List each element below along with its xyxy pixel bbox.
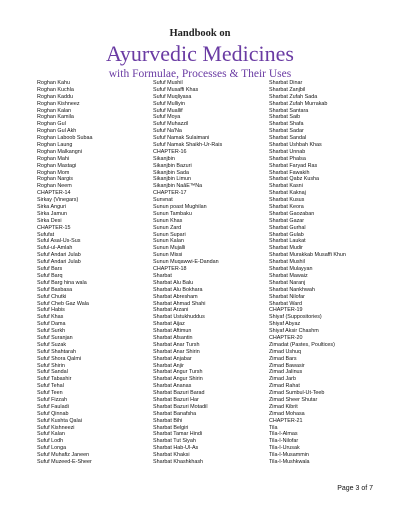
contents-entry: Sharbat Hab-Ul-As bbox=[153, 445, 199, 452]
contents-entry: Zimad Sumbul-Ut-Teeb bbox=[269, 390, 325, 397]
book-subtitle: with Formulae, Processes & Their Uses bbox=[108, 68, 292, 80]
contents-column-3 bbox=[269, 80, 381, 466]
contents-entry: Sharbat Alu Balu bbox=[153, 279, 194, 286]
contents-entry: CHAPTER-17 bbox=[153, 190, 187, 197]
contents-entry: Sufuf Basbasa bbox=[37, 286, 73, 293]
contents-column-2 bbox=[153, 80, 265, 466]
contents-entry: Zimad Kibrit bbox=[269, 403, 298, 410]
contents-entry: Suful-ul-Amlah bbox=[37, 245, 73, 252]
contents-entry: Roghan Nargis bbox=[37, 176, 73, 183]
contents-entry: Roghan Kamila bbox=[37, 114, 74, 121]
contents-entry: Sufuf Andari Julab bbox=[37, 252, 81, 259]
contents-entry: Sharbat Mulayyan bbox=[269, 266, 313, 273]
contents-entry: Sufuf Dama bbox=[37, 321, 66, 328]
contents-entry: Roghan Kishneez bbox=[37, 100, 80, 107]
contents-entry: Sharbat Nankhwah bbox=[269, 286, 315, 293]
contents-entry: Sufuf Barq bbox=[37, 272, 63, 279]
contents-entry: Sufuf Namak Shaikh-Ur-Rais bbox=[153, 142, 223, 149]
contents-entry: Sharbat Nilofar bbox=[269, 293, 305, 300]
book-title: Ayurvedic Medicines bbox=[106, 41, 294, 66]
contents-entry: Roghan Gul Akh bbox=[37, 128, 77, 135]
contents-entry: Sharbat bbox=[153, 272, 172, 279]
contents-entry: Zimad Rahat bbox=[269, 383, 300, 390]
contents-entry: Sharbat Abresham bbox=[153, 293, 198, 300]
contents-entry: Roghan Kaddu bbox=[37, 93, 73, 100]
contents-entry: Roghan Laung bbox=[37, 142, 73, 149]
contents-entry: Sharbat Saib bbox=[269, 114, 301, 121]
contents-entry: Sharbat Ward bbox=[269, 300, 303, 307]
contents-entry: Tila-I-Musammin bbox=[269, 452, 309, 459]
contents-entry: Sharbat Unnab bbox=[269, 148, 306, 155]
contents-entry: Sunun Muqawwi-E-Dandan bbox=[153, 259, 219, 266]
contents-entry: Sufuf Kalan bbox=[37, 431, 65, 438]
contents-entry: Sharbat Naranj bbox=[269, 279, 306, 286]
contents-entry: Sharbat Anjir bbox=[153, 362, 184, 369]
contents-entry: Sharbat Bihi bbox=[153, 417, 183, 424]
contents-entry: Sharbat Angur Tursh bbox=[153, 369, 203, 376]
contents-entry: Sharbat Anar Shirin bbox=[153, 348, 200, 355]
contents-entry: Zimadat (Pastes, Poultices) bbox=[269, 341, 335, 348]
contents-entry: Roghan Neem bbox=[37, 183, 72, 190]
page-number: Page 3 of 7 bbox=[337, 485, 373, 492]
contents-entry: Sharbat Mushil bbox=[269, 259, 305, 266]
contents-entry: Sufuf Sandal bbox=[37, 369, 68, 376]
contents-entry: Shiyaf Abyaz bbox=[269, 321, 301, 328]
contents-entry: Sunun Zard bbox=[153, 224, 182, 231]
contents-entry: Sufuf Surkh bbox=[37, 328, 66, 335]
contents-column-1 bbox=[37, 80, 147, 466]
contents-entry: Roghan Kuchla bbox=[37, 86, 74, 93]
contents-entry: Sharbat Bazuri Barad bbox=[153, 390, 205, 397]
contents-entry: Sunun Khas bbox=[153, 217, 183, 224]
contents-entry: Tila-I-Urusak bbox=[269, 445, 300, 452]
contents-entry: Zimad Bawasir bbox=[269, 362, 305, 369]
contents-entry: Sharbat Fawakih bbox=[269, 169, 310, 176]
contents-entry: Zimad Mohasa bbox=[269, 410, 305, 417]
contents-entry: Sirka Desi bbox=[37, 217, 62, 224]
contents-entry: Sharbat Anjabar bbox=[153, 355, 192, 362]
contents-entry: Sharbat Arzani bbox=[153, 307, 189, 314]
contents-entry: Sufuf Muqliyasa bbox=[153, 93, 192, 100]
contents-entry: Sharbat Gurhal bbox=[269, 224, 306, 231]
contents-entry: Sirkay (Vinegars) bbox=[37, 197, 79, 204]
contents-entry: Sharbat Kasni bbox=[269, 183, 303, 190]
contents-entry: CHAPTER-20 bbox=[269, 334, 303, 341]
contents-entry: Sufuf Kishneezi bbox=[37, 424, 75, 431]
contents-entry: Sharbat Murakkab Musaffi Khun bbox=[269, 252, 346, 259]
page-header bbox=[0, 28, 400, 81]
contents-entry: Sunvnat bbox=[153, 197, 173, 204]
contents-entry: Sunun Mujalli bbox=[153, 245, 186, 252]
contents-entry: CHAPTER-21 bbox=[269, 417, 303, 424]
contents-entry: CHAPTER-19 bbox=[269, 307, 303, 314]
contents-entry: Sufuf Muzeed-E-Sheer bbox=[37, 458, 92, 465]
contents-entry: Suful Asal-Us-Sus bbox=[37, 238, 81, 245]
contents-entry: Roghan Kalan bbox=[37, 107, 72, 114]
contents-entry: Sharbat Aftimun bbox=[153, 328, 192, 335]
contents-entry: Sikanjbin Limun bbox=[153, 176, 192, 183]
contents-entry: Sharbat Ahmad Shahi bbox=[153, 300, 206, 307]
contents-entry: Sufuf Khas bbox=[37, 314, 64, 321]
contents-entry: Sufuf Tehal bbox=[37, 383, 64, 390]
contents-entry: Sharbat Kaknaj bbox=[269, 190, 306, 197]
contents-entry: Sufuf Suranjan bbox=[37, 334, 73, 341]
contents-entry: Sufuf Barg hina wala bbox=[37, 279, 87, 286]
contents-entry: Sufuf Lodh bbox=[37, 438, 64, 445]
contents-entry: Sharbat Aijaz bbox=[153, 321, 185, 328]
contents-entry: Sharbat Khashkhash bbox=[153, 458, 204, 465]
contents-entry: Sufuf Bars bbox=[37, 266, 63, 273]
contents-entry: Sikanjbin Sada bbox=[153, 169, 189, 176]
contents-entry: Sharbat Mudir bbox=[269, 245, 303, 252]
contents-entry: Sufuf Qinnab bbox=[37, 410, 69, 417]
book-kicker: Handbook on bbox=[169, 28, 231, 39]
contents-entry: Sharbat Sadar bbox=[269, 128, 304, 135]
contents-entry: Sharbat Mawaiz bbox=[269, 272, 308, 279]
contents-entry: Sufuf Kushta Qalai bbox=[37, 417, 82, 424]
contents-entry: Tila bbox=[269, 424, 278, 431]
contents-entry: Sharbat Belgiri bbox=[153, 424, 189, 431]
contents-entry: CHAPTER-15 bbox=[37, 224, 71, 231]
contents-entry: Sharbat Qabz Kusha bbox=[269, 176, 320, 183]
contents-entry: Sunun poast Mughilan bbox=[153, 204, 207, 211]
contents-entry: Sufufat bbox=[37, 231, 55, 238]
contents-entry: Sharbat Afsantin bbox=[153, 334, 193, 341]
contents-entry: Roghan Mom bbox=[37, 169, 70, 176]
contents-entry: Shiyaf Aksir Chashm bbox=[269, 328, 319, 335]
contents-entry: Sunun Supari bbox=[153, 231, 186, 238]
contents-entry: Sharbat Santara bbox=[269, 107, 309, 114]
contents-entry: CHAPTER-16 bbox=[153, 148, 187, 155]
contents-entry: Sunun Missi bbox=[153, 252, 183, 259]
contents-entry: Roghan Laboob Subaa bbox=[37, 135, 93, 142]
contents-entry: Sufuf Chutki bbox=[37, 293, 67, 300]
contents-entry: Sufuf Suzak bbox=[37, 341, 67, 348]
contents-entry: Sufuf Habis bbox=[37, 307, 65, 314]
contents-entry: Sufuf Mushil bbox=[153, 80, 183, 86]
contents-entry: Sufuf Muhafiz Janeen bbox=[37, 452, 90, 459]
contents-entry: Sufuf Andari Julab bbox=[37, 259, 81, 266]
contents-entry: Sharbat Sandal bbox=[269, 135, 307, 142]
contents-entry: Zimad Jarb bbox=[269, 376, 296, 383]
contents-entry: Sharbat Ananas bbox=[153, 383, 192, 390]
contents-entry: Sirka Jamun bbox=[37, 210, 67, 217]
contents-entry: Zimad Sheer Shutar bbox=[269, 396, 318, 403]
contents-entry: Sharbat Gulab bbox=[269, 231, 304, 238]
contents-entry: Sharbat Zufah Sada bbox=[269, 93, 318, 100]
contents-entry: Tila-I-Mushkwala bbox=[269, 458, 310, 465]
contents-entry: Sunun Kalan bbox=[153, 238, 184, 245]
contents-entry: Sikanjbin NaâE™Na bbox=[153, 183, 203, 190]
contents-entry: Sufuf Shora Qalmi bbox=[37, 355, 82, 362]
contents-entry: Zimad Jalinus bbox=[269, 369, 303, 376]
contents-entry: Sufuf Shahtarah bbox=[37, 348, 76, 355]
contents-entry: Sufuf Teen bbox=[37, 390, 63, 397]
contents-entry: Sufuf Fizzah bbox=[37, 396, 67, 403]
contents-entry: Sufuf Musaffi Khas bbox=[153, 86, 199, 93]
contents-entry: Sikanjbin Bazuri bbox=[153, 162, 192, 169]
contents-entry: Sharbat Shafa bbox=[269, 121, 304, 128]
contents-entry: Tila-I-Almas bbox=[269, 431, 298, 438]
contents-entry: Sharbat Bazuri Motadil bbox=[153, 403, 208, 410]
contents-entry: Sharbat Zanjbil bbox=[269, 86, 306, 93]
contents-entry: Sharbat Phalsa bbox=[269, 155, 306, 162]
contents-entry: Sharbat Zufah Murrakab bbox=[269, 100, 328, 107]
contents-entry: CHAPTER-18 bbox=[153, 266, 187, 273]
contents-entry: Sharbat Angur Shirin bbox=[153, 376, 203, 383]
contents-entry: Sharbat Khaksi bbox=[153, 452, 190, 459]
contents-entry: Roghan Mastagi bbox=[37, 162, 77, 169]
contents-entry: Sharbat Faryad Ras bbox=[269, 162, 318, 169]
contents-entry: Sufuf Longa bbox=[37, 445, 67, 452]
contents-entry: Sufuf Na'Na bbox=[153, 128, 182, 135]
contents-entry: Sharbat Alu Bokhara bbox=[153, 286, 203, 293]
contents-entry: Sufuf Moya bbox=[153, 114, 181, 121]
contents-entry: Sharbat Gazar bbox=[269, 217, 305, 224]
contents-entry: Sharbat Tamar Hindi bbox=[153, 431, 203, 438]
contents-entry: Roghan Kahu bbox=[37, 80, 70, 86]
contents-entry: Sufuf Shirin bbox=[37, 362, 65, 369]
contents-entry: Zimad Bars bbox=[269, 355, 297, 362]
contents-entry: Sharbat Anar Tursh bbox=[153, 341, 200, 348]
contents-entry: Roghan Mahi bbox=[37, 155, 70, 162]
contents-entry: Sharbat Dinar bbox=[269, 80, 303, 86]
contents-entry: Sharbat Ustukhuddus bbox=[153, 314, 205, 321]
contents-entry: Sufuf Fauladi bbox=[37, 403, 69, 410]
contents-entry: Zimad Ushuq bbox=[269, 348, 302, 355]
contents-entry: Sufuf Muhazzil bbox=[153, 121, 189, 128]
contents-entry: Sharbat Keora bbox=[269, 204, 304, 211]
contents-entry: Roghan Gul bbox=[37, 121, 66, 128]
contents-entry: Sufuf Cheb Gaz Wala bbox=[37, 300, 89, 307]
contents-entry: Sufuf Tabashir bbox=[37, 376, 72, 383]
contents-entry: Sufuf Namak Sulaimani bbox=[153, 135, 210, 142]
contents-entry: Sirka Anguri bbox=[37, 204, 67, 211]
contents-entry: Sufuf Mulliyin bbox=[153, 100, 186, 107]
contents-entry: Sharbat Banafsha bbox=[153, 410, 197, 417]
contents-entry: Sharbat Gaozaban bbox=[269, 210, 315, 217]
contents-entry: Sharbat Laukat bbox=[269, 238, 306, 245]
contents-entry: Sharbat Tut Siyah bbox=[153, 438, 196, 445]
contents-entry: CHAPTER-14 bbox=[37, 190, 71, 197]
contents-entry: Sharbat Ushbah Khas bbox=[269, 142, 322, 149]
contents-entry: Shiyaf (Suppositories) bbox=[269, 314, 322, 321]
contents-entry: Sikanjbin bbox=[153, 155, 175, 162]
contents-entry: Tila-I-Nilofar bbox=[269, 438, 299, 445]
contents-entry: Sharbat Bazuri Har bbox=[153, 396, 199, 403]
contents-entry: Roghan Malkangni bbox=[37, 148, 82, 155]
contents-entry: Sufuf Muallif bbox=[153, 107, 183, 114]
contents-entry: Sunun Tambaku bbox=[153, 210, 192, 217]
contents-entry: Sharbat Kusus bbox=[269, 197, 305, 204]
